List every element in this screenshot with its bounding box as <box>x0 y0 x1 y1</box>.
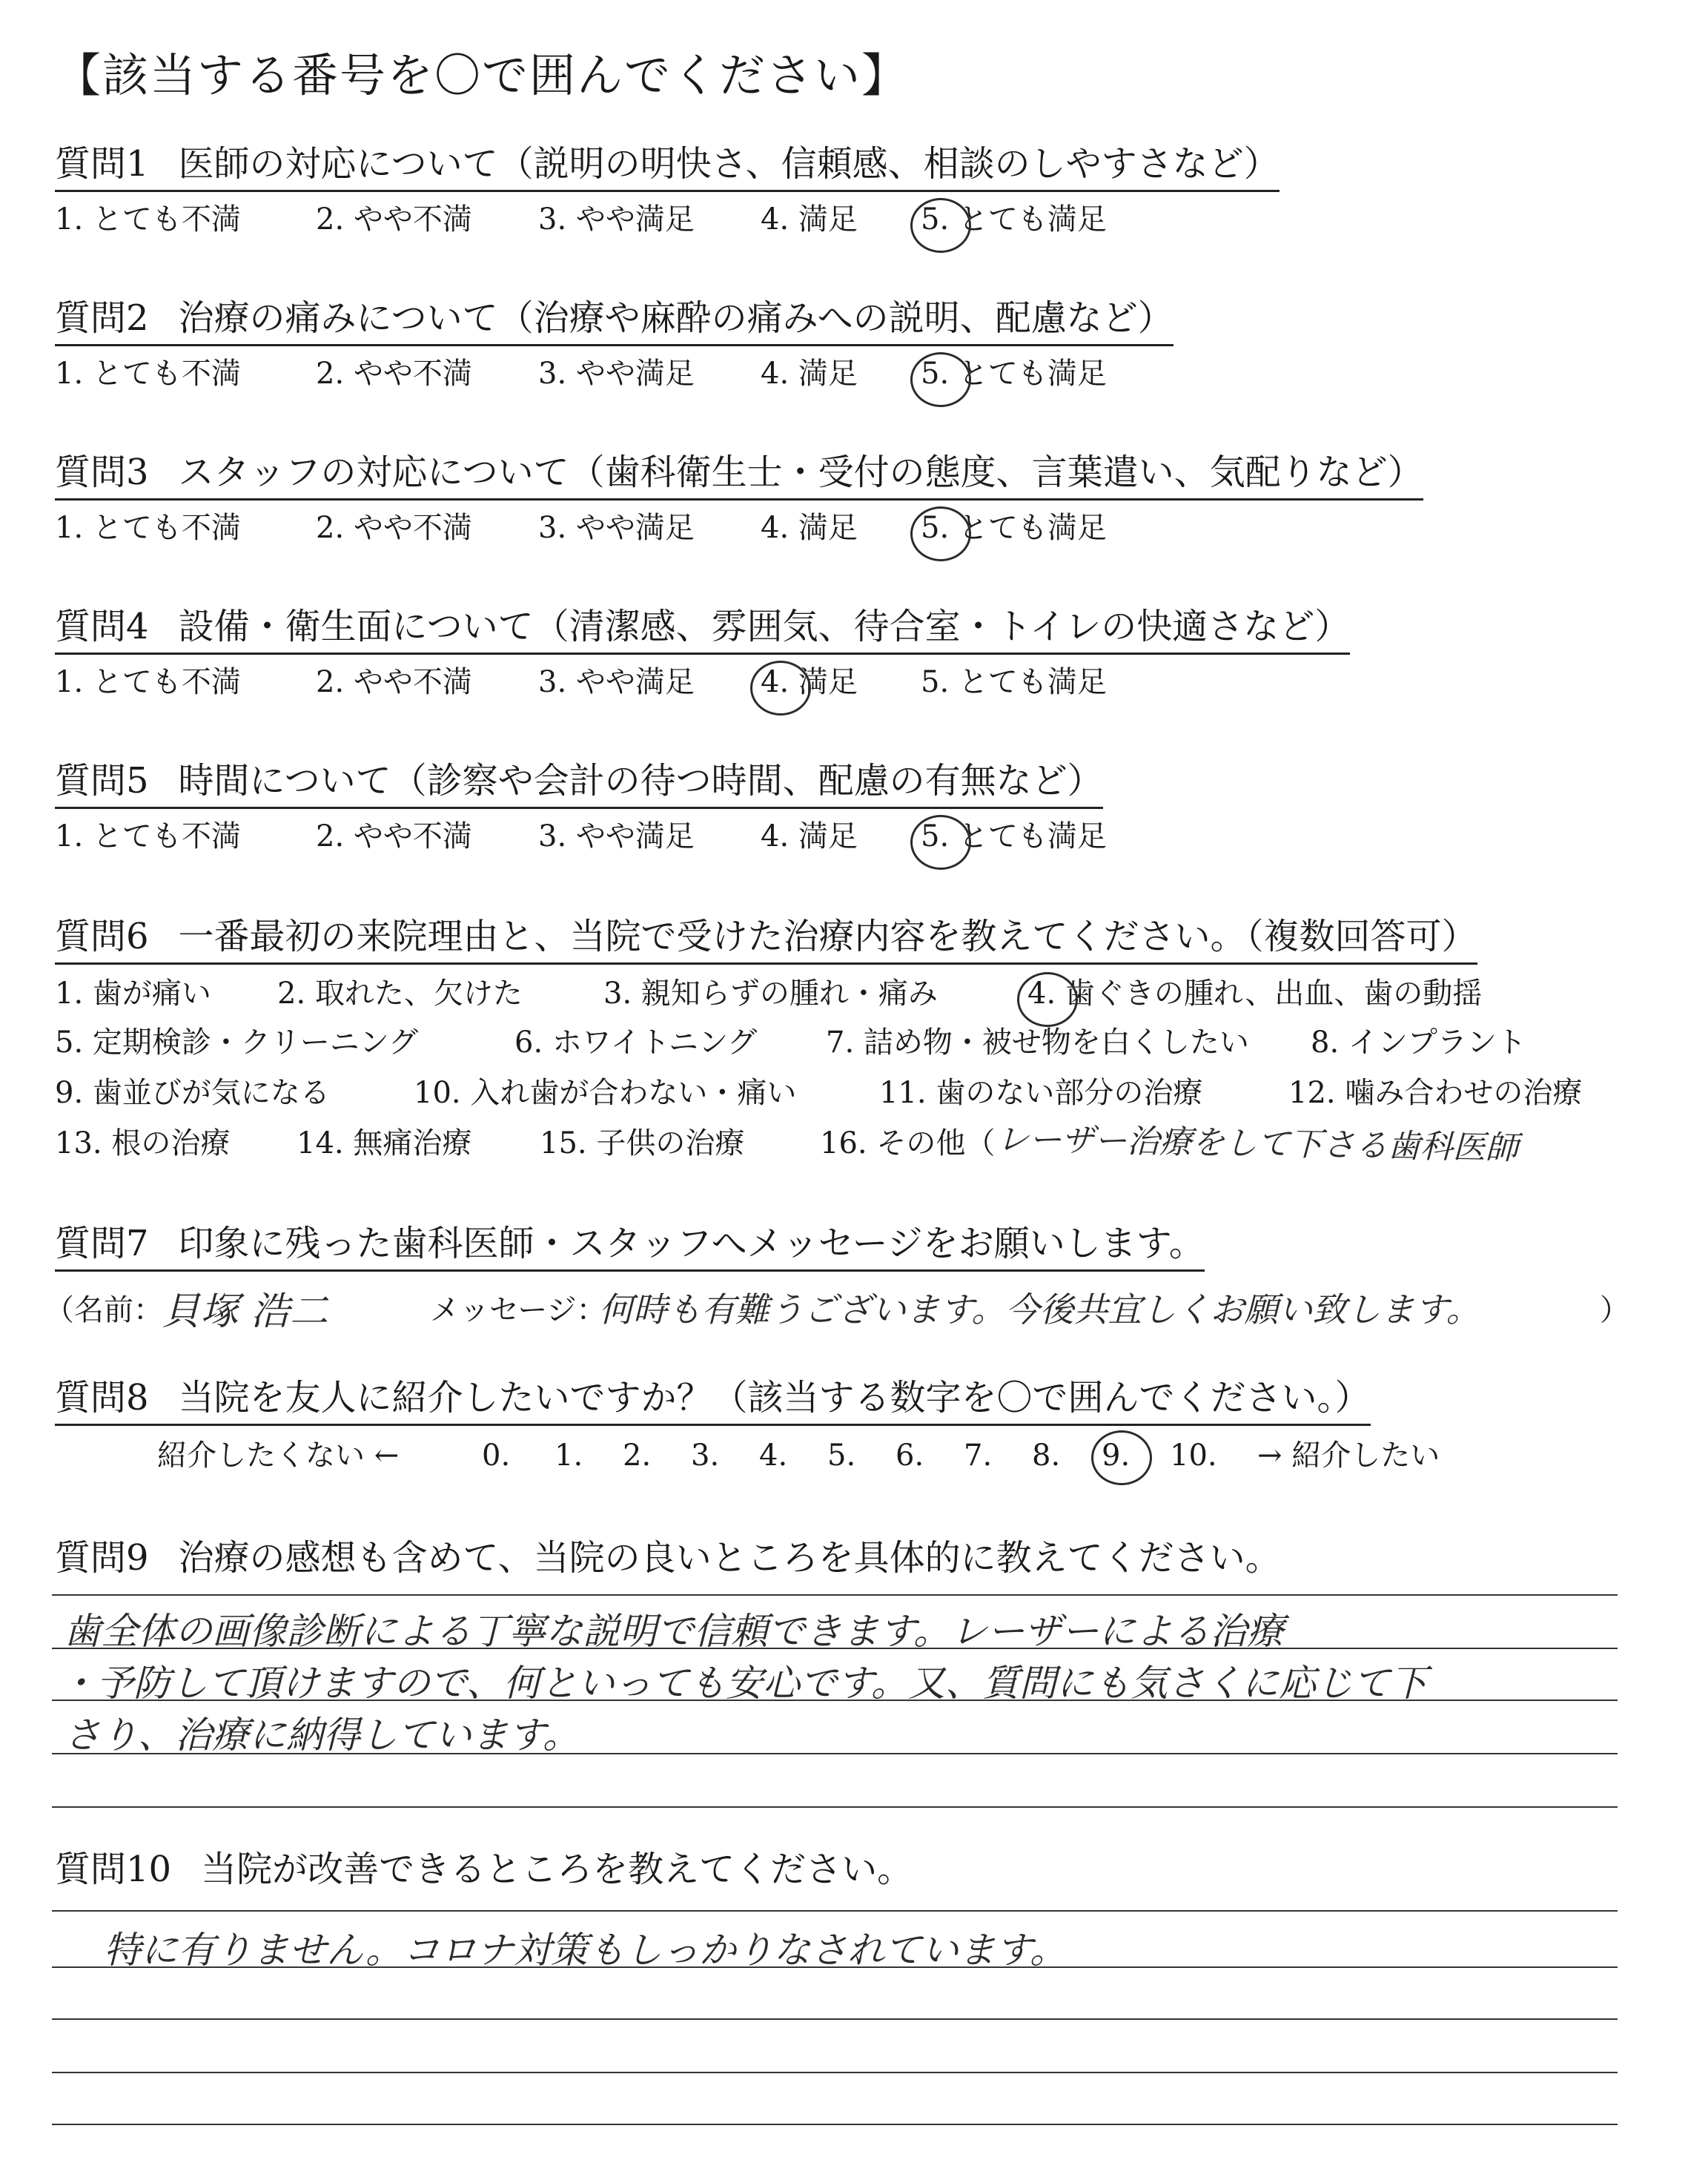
option-2[interactable]: 2. やや不満 <box>316 819 472 853</box>
option-5[interactable]: 5. とても満足 <box>921 511 1107 545</box>
selected-mark: 5. <box>921 819 950 853</box>
other-handwritten-text: レーザー治療をして下さる歯科医師 <box>996 1120 1519 1168</box>
nps-6[interactable]: 6. <box>896 1439 924 1473</box>
option-4-label: 歯ぐきの腫れ、出血、歯の動揺 <box>1065 977 1483 1011</box>
question-number: 質問4 <box>55 606 149 647</box>
name-label: （名前： <box>44 1293 163 1327</box>
paren-close: ） <box>1600 1293 1629 1327</box>
option-1[interactable]: 1. とても不満 <box>55 511 241 545</box>
answer-line <box>52 1910 1618 1912</box>
question-number: 質問8 <box>55 1377 149 1418</box>
question-text: 当院を友人に紹介したいですか？（該当する数字を〇で囲んでください。） <box>178 1377 1371 1418</box>
option-1[interactable]: 1. とても不満 <box>55 819 241 853</box>
question-6-heading <box>55 914 1477 965</box>
option-2[interactable]: 2. やや不満 <box>316 511 472 545</box>
option-5[interactable]: 5. とても満足 <box>921 357 1107 391</box>
question-9-heading <box>55 1535 1281 1584</box>
option-7[interactable]: 7. 詰め物・被せ物を白くしたい <box>826 1025 1249 1060</box>
message-handwritten: 何時も有難うございます。今後共宜しくお願い致します。 <box>599 1289 1480 1330</box>
option-3[interactable]: 3. やや満足 <box>538 819 695 853</box>
question-text: 印象に残った歯科医師・スタッフへメッセージをお願いします。 <box>178 1223 1205 1264</box>
selected-mark: 5. <box>921 202 950 237</box>
option-4[interactable] <box>1027 973 1482 1014</box>
question-5-heading <box>55 758 1103 809</box>
nps-3[interactable]: 3. <box>691 1439 720 1473</box>
option-4[interactable]: 4. 満足 <box>761 202 858 237</box>
option-4[interactable]: 4. 満足 <box>761 511 858 545</box>
option-5[interactable]: 5. とても満足 <box>921 665 1107 699</box>
question-text: 治療の感想も含めて、当院の良いところを具体的に教えてください。 <box>178 1537 1281 1579</box>
option-3[interactable]: 3. やや満足 <box>538 665 695 699</box>
answer-line <box>52 1806 1618 1808</box>
option-2[interactable]: 2. やや不満 <box>316 665 472 699</box>
option-1[interactable]: 1. 歯が痛い <box>55 977 211 1011</box>
selected-mark: 5. <box>921 511 950 545</box>
option-4[interactable]: 4. 満足 <box>761 665 858 699</box>
question-text: 時間について（診察や会計の待つ時間、配慮の有無など） <box>178 760 1103 802</box>
answer-line <box>52 1700 1618 1701</box>
nps-10[interactable]: 10. <box>1170 1439 1217 1473</box>
option-4[interactable]: 4. 満足 <box>761 357 858 391</box>
question-2-heading <box>55 295 1174 346</box>
nps-1[interactable]: 1. <box>555 1439 583 1473</box>
answer-line <box>52 1753 1618 1754</box>
question-1-heading <box>55 141 1280 192</box>
message-label: メッセージ： <box>430 1293 606 1327</box>
option-15[interactable]: 15. 子供の治療 <box>540 1126 745 1160</box>
nps-4[interactable]: 4. <box>759 1439 788 1473</box>
option-10[interactable]: 10. 入れ歯が合わない・痛い <box>414 1076 797 1110</box>
question-8-heading <box>55 1375 1371 1426</box>
option-5[interactable]: 5. とても満足 <box>921 202 1107 237</box>
nps-right-label: → 紹介したい <box>1257 1439 1440 1473</box>
option-11[interactable]: 11. 歯のない部分の治療 <box>879 1076 1203 1110</box>
option-16[interactable]: 16. その他（ <box>820 1126 996 1160</box>
selected-mark: 5. <box>921 357 950 391</box>
nps-8[interactable]: 8. <box>1032 1439 1061 1473</box>
q10-answer-line-1: 特に有りません。コロナ対策もしっかりなされています。 <box>104 1929 1067 1972</box>
option-9[interactable]: 9. 歯並びが気になる <box>55 1076 330 1110</box>
nps-9-selected[interactable]: 9. <box>1102 1435 1130 1476</box>
answer-line <box>52 2072 1618 2073</box>
option-1[interactable]: 1. とても不満 <box>55 665 241 699</box>
answer-line <box>52 1966 1618 1968</box>
question-number: 質問7 <box>55 1223 149 1264</box>
question-text: 一番最初の来院理由と、当院で受けた治療内容を教えてください。（複数回答可） <box>178 916 1477 957</box>
option-3[interactable]: 3. やや満足 <box>538 202 695 237</box>
option-13[interactable]: 13. 根の治療 <box>55 1126 231 1160</box>
option-5[interactable]: 5. とても満足 <box>921 819 1107 853</box>
question-number: 質問3 <box>55 452 149 493</box>
option-5[interactable]: 5. 定期検診・クリーニング <box>55 1025 419 1060</box>
question-text: 医師の対応について（説明の明快さ、信頼感、相談のしやすさなど） <box>178 143 1280 185</box>
nps-7[interactable]: 7. <box>964 1439 993 1473</box>
option-1[interactable]: 1. とても不満 <box>55 202 241 237</box>
question-text: 設備・衛生面について（清潔感、雰囲気、待合室・トイレの快適さなど） <box>178 606 1351 647</box>
question-4-heading <box>55 604 1350 655</box>
nps-2[interactable]: 2. <box>623 1439 652 1473</box>
q9-answer-line-3: さり、治療に納得しています。 <box>64 1714 580 1757</box>
answer-line <box>52 1648 1618 1649</box>
option-3[interactable]: 3. やや満足 <box>538 511 695 545</box>
question-number: 質問10 <box>55 1849 172 1890</box>
option-2[interactable]: 2. やや不満 <box>316 202 472 237</box>
option-1[interactable]: 1. とても不満 <box>55 357 241 391</box>
selected-mark: 4. <box>1027 977 1056 1011</box>
option-3[interactable]: 3. 親知らずの腫れ・痛み <box>603 977 938 1011</box>
question-7-heading <box>55 1221 1205 1272</box>
selected-mark: 4. <box>761 665 790 699</box>
nps-left-label: 紹介したくない ← <box>157 1439 400 1473</box>
page-title: 【該当する番号を〇で囲んでください】 <box>55 48 910 102</box>
option-8[interactable]: 8. インプラント <box>1311 1025 1526 1060</box>
question-text: 当院が改善できるところを教えてください。 <box>201 1849 913 1890</box>
q9-answer-line-1: 歯全体の画像診断による丁寧な説明で信頼できます。レーザーによる治療 <box>64 1610 1284 1653</box>
question-text: 治療の痛みについて（治療や麻酔の痛みへの説明、配慮など） <box>178 297 1174 339</box>
name-handwritten: 貝塚 浩二 <box>162 1289 328 1334</box>
question-number: 質問5 <box>55 760 149 802</box>
question-text: スタッフの対応について（歯科衛生士・受付の態度、言葉遣い、気配りなど） <box>178 452 1423 493</box>
question-number: 質問6 <box>55 916 149 957</box>
question-3-heading <box>55 449 1423 501</box>
option-6[interactable]: 6. ホワイトニング <box>514 1025 758 1060</box>
answer-line <box>52 2018 1618 2020</box>
nps-5[interactable]: 5. <box>827 1439 856 1473</box>
option-12[interactable]: 12. 噛み合わせの治療 <box>1288 1076 1583 1110</box>
option-2[interactable]: 2. やや不満 <box>316 357 472 391</box>
option-3[interactable]: 3. やや満足 <box>538 357 695 391</box>
question-number: 質問2 <box>55 297 149 339</box>
option-4[interactable]: 4. 満足 <box>761 819 858 853</box>
answer-line <box>52 1594 1618 1596</box>
nps-0[interactable]: 0. <box>482 1439 511 1473</box>
answer-line <box>52 2124 1618 2125</box>
option-14[interactable]: 14. 無痛治療 <box>297 1126 472 1160</box>
option-2[interactable]: 2. 取れた、欠けた <box>277 977 523 1011</box>
question-number: 質問1 <box>55 143 149 185</box>
question-10-heading <box>55 1846 913 1895</box>
question-number: 質問9 <box>55 1537 149 1579</box>
q9-answer-line-2: ・予防して頂けますので、何といっても安心です。又、質問にも気さくに応じて下 <box>59 1662 1427 1705</box>
